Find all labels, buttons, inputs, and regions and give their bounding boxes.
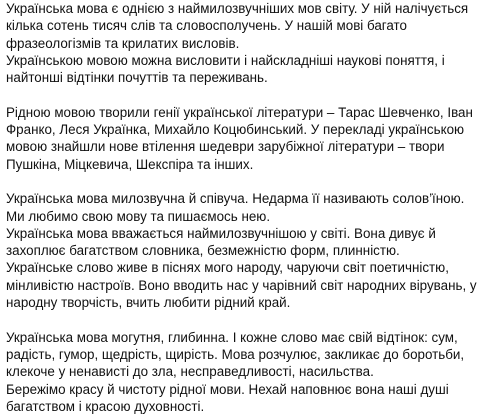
paragraph-spacer bbox=[6, 86, 486, 103]
text-line: мінливістю настроїв. Воно вводить нас у чарівний світ народних вірувань, у bbox=[6, 277, 477, 293]
text-line: фразеологізмів та крилатих висловів. bbox=[6, 35, 240, 51]
document-text bbox=[6, 0, 486, 415]
text-line: захоплює багатством словника, безмежністю форм, плинністю. bbox=[6, 243, 400, 259]
paragraph-2 bbox=[6, 104, 486, 173]
text-line: Українською мовою можна висловити і найскладніші наукові поняття, і bbox=[6, 52, 445, 68]
text-line: найтонші відтінки почуттів та переживань. bbox=[6, 70, 268, 86]
text-line: мовою знайшли нове втілення шедеври зарубіжної літератури – твори bbox=[6, 139, 445, 155]
paragraph-4 bbox=[6, 329, 486, 415]
text-line: Франко, Леся Українка, Михайло Коцюбинський. У перекладі українською bbox=[6, 122, 465, 138]
paragraph-spacer bbox=[6, 311, 486, 328]
paragraph-1 bbox=[6, 0, 486, 86]
text-line: Українська мова є однією з наймилозвучніших мов світу. У ній налічується bbox=[6, 1, 469, 16]
text-line: радість, гумор, щедрість, щирість. Мова розчулює, закликає до боротьби, bbox=[6, 346, 465, 362]
text-line: народну творчість, вчить любити рідний край. bbox=[6, 295, 291, 311]
text-line: Пушкіна, Міцкевича, Шекспіра та інших. bbox=[6, 156, 254, 172]
text-line: багатством і красою духовності. bbox=[6, 398, 205, 414]
paragraph-spacer bbox=[6, 173, 486, 190]
text-line: Бережімо красу й чистоту рідної мови. Нехай наповнює вона наші душі bbox=[6, 381, 449, 397]
text-line: Українське слово живе в піснях мого народу, чаруючи світ поетичністю, bbox=[6, 260, 449, 276]
text-line: Українська мова вважається наймилозвучнішою у світі. Вона дивує й bbox=[6, 225, 436, 241]
text-line: Рідною мовою творили генії української літератури – Тарас Шевченко, Іван bbox=[6, 104, 473, 120]
text-line: Українська мова могутня, глибинна. І кожне слово має свій відтінок: сум, bbox=[6, 329, 458, 345]
text-line: Українська мова милозвучна й співуча. Недарма її називають солов’їною. bbox=[6, 191, 465, 207]
paragraph-3 bbox=[6, 190, 486, 311]
text-line: клекоче у ненависті до зла, несправедливості, насильства. bbox=[6, 364, 374, 380]
text-line: кілька сотень тисяч слів та словосполучень. У нашій мові багато bbox=[6, 18, 407, 34]
text-line: Ми любимо свою мову та пишаємось нею. bbox=[6, 208, 271, 224]
